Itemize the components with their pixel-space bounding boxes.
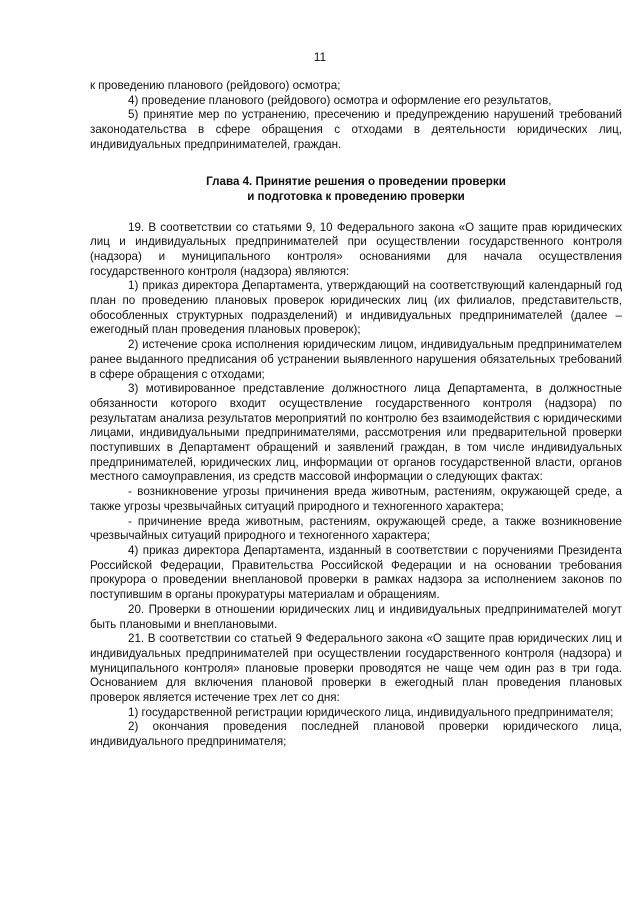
paragraph-21-item-2: 2) окончания проведения последней плановой проверки юридического лица, индивидуального предпринимателя; xyxy=(90,720,622,749)
intro-line-1: к проведению планового (рейдового) осмотра; xyxy=(90,79,341,92)
paragraph-19-item-3: 3) мотивированное представление должностного лица Департамента, в должностные обязанности которого входит осуществление государственного контроля (надзора) по результатам анализа результатов мероприятий по контролю без взаимодействия с юридическими лицами, индивидуальными предпринимателями, рассмотрения или предварительной проверки поступивших в Департамент обращений и заявлений граждан, в том числе индивидуальных предпринимателей, юридических лиц, информации от органов государственной власти, органов местного самоуправления, из средств массовой информации о следующих фактах: xyxy=(90,382,622,484)
paragraph-21-item-1: 1) государственной регистрации юридического лица, индивидуального предпринимателя; xyxy=(128,705,614,719)
paragraph-19-item-4: 4) приказ директора Департамента, изданный в соответствии с поручениями Президента Российской Федерации, Правительства Российской Федерации и на основании требования прокурора о проведении внеплановой проверки в рамках надзора за исполнением законов по поступившим в органы прокуратуры материалам и обращениям. xyxy=(90,543,622,602)
chapter-heading-line-2: и подготовка к проведению проверки xyxy=(247,189,465,203)
paragraph-19-item-2: 2) истечение срока исполнения юридическим лицом, индивидуальным предпринимателем ранее выданного предписания об устранении выявленного нарушения обязательных требований в сфере обращения с отходами; xyxy=(90,338,622,381)
page-number: 11 xyxy=(313,50,327,64)
document-body xyxy=(90,79,622,750)
chapter-heading xyxy=(90,174,622,204)
paragraph-20: 20. Проверки в отношении юридических лиц и индивидуальных предпринимателей могут быть плановыми и внеплановыми. xyxy=(90,602,622,631)
paragraph-19-item-3-dash-2: - причинение вреда животным, растениям, окружающей среде, а также возникновение чрезвычайных ситуаций природного и техногенного характера; xyxy=(90,514,622,543)
intro-line-2: 4) проведение планового (рейдового) осмотра и оформление его результатов, xyxy=(128,93,552,107)
paragraph-19-item-1: 1) приказ директора Департамента, утверждающий на соответствующий календарный год план по проведению плановых проверок юридических лиц (их филиалов, представительств, обособленных структурных подразделений) и индивидуальных предпринимателей (далее – ежегодный план проведения плановых проверок); xyxy=(90,279,622,337)
paragraph-19: 19. В соответствии со статьями 9, 10 Федерального закона «О защите прав юридических лиц и индивидуальных предпринимателей при осуществлении государственного контроля (надзора) и муниципального контроля» основаниями для начала осуществления государственного контроля (надзора) являются: xyxy=(90,220,622,278)
paragraph-21: 21. В соответствии со статьей 9 Федерального закона «О защите прав юридических лиц и индивидуальных предпринимателей при осуществлении государственного контроля (надзора) и муниципального контроля» плановые проверки проводятся не чаще чем один раз в три года. Основанием для включения плановой проверки в ежегодный план проведения плановых проверок является истечение трех лет со дня: xyxy=(90,632,622,705)
paragraph-19-item-3-dash-1: - возникновение угрозы причинения вреда животным, растениям, окружающей среде, а также угрозы чрезвычайных ситуаций природного и техногенного характера; xyxy=(90,485,622,513)
intro-line-3: 5) принятие мер по устранению, пресечению и предупреждению нарушений требований законодательства в сфере обращения с отходами в деятельности юридических лиц, индивидуальных предпринимателей, граждан. xyxy=(90,108,622,151)
chapter-heading-line-1: Глава 4. Принятие решения о проведении проверки xyxy=(206,174,506,188)
